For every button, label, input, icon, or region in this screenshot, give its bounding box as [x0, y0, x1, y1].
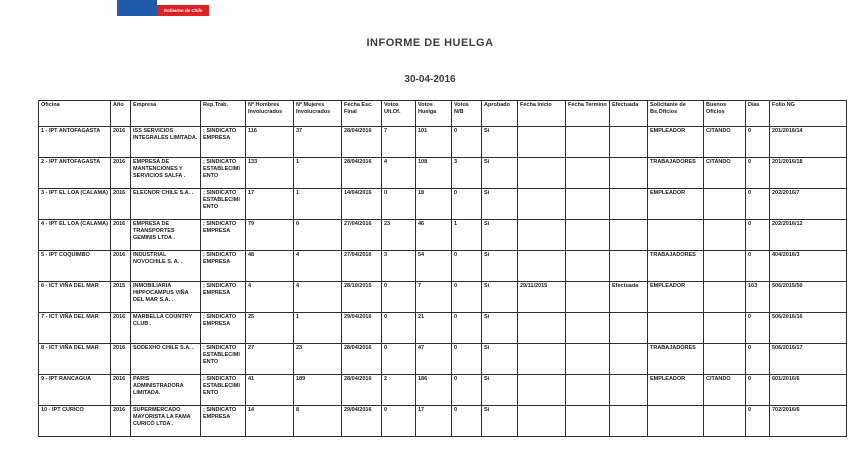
- table-cell: 2: [382, 375, 416, 406]
- table-cell: 4 - IPT EL LOA (CALAMA): [39, 220, 111, 251]
- table-cell: 0: [382, 282, 416, 313]
- table-cell: Si: [482, 313, 518, 344]
- table-cell: 2016: [111, 158, 131, 189]
- table-cell: 3: [452, 158, 482, 189]
- table-cell: 506/2016/17: [770, 344, 847, 375]
- table-cell: 4: [382, 158, 416, 189]
- table-cell: Si: [482, 189, 518, 220]
- table-row: [39, 406, 847, 437]
- table-cell: EMPLEADOR: [648, 282, 704, 313]
- table-cell: 702/2016/6: [770, 406, 847, 437]
- table-cell: 0: [382, 189, 416, 220]
- table-cell: [648, 406, 704, 437]
- table-cell: 29/04/2016: [342, 406, 382, 437]
- table-cell: 2016: [111, 406, 131, 437]
- table-cell: 0: [746, 375, 770, 406]
- table-cell: 601/2016/6: [770, 375, 847, 406]
- table-row: [39, 313, 847, 344]
- table-cell: 2016: [111, 220, 131, 251]
- table-cell: [610, 158, 648, 189]
- table-cell: INDUSTRIAL NOVOCHILE S. A. .: [131, 251, 201, 282]
- table-cell: 163: [746, 282, 770, 313]
- table-cell: MARBELLA COUNTRY CLUB .: [131, 313, 201, 344]
- table-cell: EMPRESA DE MANTENCIONES Y SERVICIOS SALFA .: [131, 158, 201, 189]
- table-cell: Si: [482, 220, 518, 251]
- table-cell: 28/04/2016: [342, 127, 382, 158]
- table-cell: [566, 251, 610, 282]
- table-cell: 101: [416, 127, 452, 158]
- table-cell: [610, 313, 648, 344]
- column-header: Fecha Esc. Final: [342, 101, 382, 127]
- table-cell: 7: [416, 282, 452, 313]
- table-cell: ; SINDICATO ESTABLECIMIENTO: [201, 189, 246, 220]
- table-cell: ; SINDICATO EMPRESA: [201, 220, 246, 251]
- table-cell: Si: [482, 375, 518, 406]
- table-cell: 37: [294, 127, 342, 158]
- table-cell: [566, 375, 610, 406]
- table-row: [39, 344, 847, 375]
- column-header: Empresa: [131, 101, 201, 127]
- table-cell: ; SINDICATO EMPRESA: [201, 127, 246, 158]
- table-cell: Si: [482, 158, 518, 189]
- table-cell: [704, 313, 746, 344]
- table-cell: 28/04/2016: [342, 344, 382, 375]
- table-cell: 2 - IPT ANTOFAGASTA: [39, 158, 111, 189]
- table-cell: 116: [246, 127, 294, 158]
- table-cell: 79: [246, 220, 294, 251]
- table-cell: [704, 282, 746, 313]
- table-cell: 189: [294, 375, 342, 406]
- table-cell: 2016: [111, 251, 131, 282]
- table-cell: 1: [294, 158, 342, 189]
- table-cell: ; SINDICATO EMPRESA: [201, 313, 246, 344]
- logo-text: Gobierno de Chile: [163, 8, 203, 13]
- table-cell: 0: [452, 344, 482, 375]
- table-cell: 2016: [111, 375, 131, 406]
- table-cell: [518, 158, 566, 189]
- table-cell: 1 - IPT ANTOFAGASTA: [39, 127, 111, 158]
- header-row: [39, 101, 847, 127]
- table-cell: [518, 406, 566, 437]
- table-cell: 27: [246, 344, 294, 375]
- table-cell: [566, 406, 610, 437]
- table-cell: 29/11/2015: [518, 282, 566, 313]
- table-row: [39, 251, 847, 282]
- table-cell: 108: [416, 158, 452, 189]
- table-cell: 3: [382, 251, 416, 282]
- table-cell: EMPRESA DE TRANSPORTES GEMINIS LTDA .: [131, 220, 201, 251]
- table-cell: [518, 220, 566, 251]
- table-cell: 17: [416, 406, 452, 437]
- table-cell: 0: [294, 220, 342, 251]
- table-cell: 0: [452, 127, 482, 158]
- table-cell: 0: [382, 313, 416, 344]
- table-cell: Si: [482, 406, 518, 437]
- table-cell: 47: [416, 344, 452, 375]
- table-cell: [566, 344, 610, 375]
- column-header: Nº Mujeres Involucrados: [294, 101, 342, 127]
- table-cell: CITANDO: [704, 158, 746, 189]
- table-body: [39, 127, 847, 437]
- column-header: Votos Ult.Of.: [382, 101, 416, 127]
- column-header: Aprobado: [482, 101, 518, 127]
- table-cell: 202/2016/12: [770, 220, 847, 251]
- table-cell: [648, 313, 704, 344]
- table-cell: 506/2015/50: [770, 282, 847, 313]
- table-cell: 6 - ICT VIÑA DEL MAR: [39, 282, 111, 313]
- table-cell: 2016: [111, 313, 131, 344]
- table-cell: [518, 375, 566, 406]
- table-cell: 133: [246, 158, 294, 189]
- table-cell: [566, 189, 610, 220]
- table-cell: 201/2016/14: [770, 127, 847, 158]
- table-cell: 0: [452, 282, 482, 313]
- table-cell: 7 - ICT VIÑA DEL MAR: [39, 313, 111, 344]
- page-title: INFORME DE HUELGA: [366, 37, 494, 49]
- table-cell: 1: [294, 189, 342, 220]
- table-cell: ; SINDICATO EMPRESA: [201, 406, 246, 437]
- table-cell: 4: [294, 251, 342, 282]
- strike-report-table: [38, 100, 847, 437]
- table-cell: 4: [246, 282, 294, 313]
- table-cell: [518, 344, 566, 375]
- table-row: [39, 375, 847, 406]
- table-cell: [704, 189, 746, 220]
- table-row: [39, 220, 847, 251]
- table-cell: ; SINDICATO ESTABLECIMIENTO: [201, 375, 246, 406]
- column-header: Rep.Trab.: [201, 101, 246, 127]
- table-cell: Si: [482, 344, 518, 375]
- column-header: Votos N/B: [452, 101, 482, 127]
- table-cell: ; SINDICATO ESTABLECIMIENTO: [201, 344, 246, 375]
- table-cell: 1: [294, 313, 342, 344]
- table-row: [39, 282, 847, 313]
- table-cell: 21: [416, 313, 452, 344]
- table-cell: 28/10/2015: [342, 282, 382, 313]
- table-cell: 202/2016/7: [770, 189, 847, 220]
- table-cell: 48: [246, 251, 294, 282]
- table-cell: 0: [746, 344, 770, 375]
- table-cell: [610, 375, 648, 406]
- table-cell: 0: [746, 158, 770, 189]
- column-header: Fecha Termino: [566, 101, 610, 127]
- table-cell: 10 - IPT CURICO: [39, 406, 111, 437]
- table-cell: [610, 406, 648, 437]
- table-cell: TRABAJADORES: [648, 344, 704, 375]
- table-cell: Si: [482, 282, 518, 313]
- table-cell: PARIS ADMINISTRADORA LIMITADA.: [131, 375, 201, 406]
- table-cell: [704, 251, 746, 282]
- table-cell: [704, 344, 746, 375]
- table-cell: [566, 127, 610, 158]
- table-cell: 0: [452, 375, 482, 406]
- table-cell: 0: [452, 189, 482, 220]
- table-cell: EMPLEADOR: [648, 127, 704, 158]
- table-cell: 0: [746, 251, 770, 282]
- table-cell: Si: [482, 127, 518, 158]
- table-cell: EMPLEADOR: [648, 189, 704, 220]
- table-cell: [566, 282, 610, 313]
- table-cell: ; SINDICATO EMPRESA: [201, 251, 246, 282]
- table-cell: CITANDO: [704, 127, 746, 158]
- table-cell: 201/2016/18: [770, 158, 847, 189]
- table-cell: [610, 220, 648, 251]
- table-cell: ELECNOR CHILE S.A. .: [131, 189, 201, 220]
- column-header: Días: [746, 101, 770, 127]
- table-cell: [518, 127, 566, 158]
- table-cell: [518, 189, 566, 220]
- table-cell: TRABAJADORES: [648, 158, 704, 189]
- table-cell: 0: [746, 313, 770, 344]
- table-cell: 28/04/2016: [342, 375, 382, 406]
- table-cell: 46: [416, 220, 452, 251]
- column-header: Votos Huelga: [416, 101, 452, 127]
- table-cell: EMPLEADOR: [648, 375, 704, 406]
- table-cell: [704, 406, 746, 437]
- table-cell: [566, 220, 610, 251]
- table-cell: SUPERMERCADO MAYORISTA LA FAMA CURICÓ LTDA .: [131, 406, 201, 437]
- table-cell: [518, 251, 566, 282]
- table-cell: [610, 344, 648, 375]
- table-cell: 2016: [111, 344, 131, 375]
- table-cell: 186: [416, 375, 452, 406]
- table-cell: [518, 313, 566, 344]
- table-cell: ; SINDICATO EMPRESA: [201, 282, 246, 313]
- table-cell: CITANDO: [704, 375, 746, 406]
- table-cell: 23: [382, 220, 416, 251]
- table-cell: 0: [746, 189, 770, 220]
- column-header: Efectuada: [610, 101, 648, 127]
- table-cell: 23: [294, 344, 342, 375]
- table-cell: [704, 220, 746, 251]
- table-cell: 5 - IPT COQUIMBO: [39, 251, 111, 282]
- report-date: 30-04-2016: [404, 74, 456, 85]
- table-cell: 3 - IPT EL LOA (CALAMA): [39, 189, 111, 220]
- table-row: [39, 127, 847, 158]
- column-header: Nº Hombres Involucrados: [246, 101, 294, 127]
- table-cell: 7: [382, 127, 416, 158]
- table-cell: Si: [482, 251, 518, 282]
- table-cell: 8: [294, 406, 342, 437]
- table-cell: 28/04/2016: [342, 158, 382, 189]
- table-cell: 17: [246, 189, 294, 220]
- table-cell: [610, 189, 648, 220]
- column-header: Folio NG: [770, 101, 847, 127]
- table-cell: 4: [294, 282, 342, 313]
- table-cell: 27/04/2016: [342, 251, 382, 282]
- table-cell: [566, 158, 610, 189]
- table-cell: 41: [246, 375, 294, 406]
- table-cell: 506/2016/16: [770, 313, 847, 344]
- table-cell: 0: [746, 220, 770, 251]
- table-cell: 0: [746, 127, 770, 158]
- table-cell: 0: [452, 406, 482, 437]
- table-cell: INMOBILIARIA HIPPOCAMPUS VIÑA DEL MAR S.A. .: [131, 282, 201, 313]
- column-header: Año: [111, 101, 131, 127]
- table-cell: 29/04/2016: [342, 313, 382, 344]
- table-cell: [610, 127, 648, 158]
- table-row: [39, 158, 847, 189]
- table-cell: 0: [382, 344, 416, 375]
- column-header: Oficina: [39, 101, 111, 127]
- table-cell: 2016: [111, 189, 131, 220]
- table-cell: 9 - IPT RANCAGUA: [39, 375, 111, 406]
- table-cell: ; SINDICATO ESTABLECIMIENTO: [201, 158, 246, 189]
- table-cell: 1: [452, 220, 482, 251]
- table-cell: SODEXHO CHILE S.A. .: [131, 344, 201, 375]
- table-cell: 14: [246, 406, 294, 437]
- table-cell: 0: [452, 251, 482, 282]
- column-header: Fecha Inicio: [518, 101, 566, 127]
- column-header: Buenos Oficios: [704, 101, 746, 127]
- logo-red-block: [157, 5, 209, 16]
- table-cell: ISS SERVICIOS INTEGRALES LIMITADA.: [131, 127, 201, 158]
- table-cell: 27/04/2016: [342, 220, 382, 251]
- column-header: Solicitante de Bs.Oficios: [648, 101, 704, 127]
- table-cell: 0: [382, 406, 416, 437]
- table-cell: [610, 251, 648, 282]
- table-cell: 14/04/2016: [342, 189, 382, 220]
- table-cell: 2015: [111, 282, 131, 313]
- table-cell: 25: [246, 313, 294, 344]
- table-cell: Efectuada: [610, 282, 648, 313]
- table-cell: [566, 313, 610, 344]
- table-cell: [648, 220, 704, 251]
- table-cell: 0: [452, 313, 482, 344]
- table-cell: 8 - ICT VIÑA DEL MAR: [39, 344, 111, 375]
- table-row: [39, 189, 847, 220]
- table-cell: 18: [416, 189, 452, 220]
- table-cell: 2016: [111, 127, 131, 158]
- table-cell: 404/2016/3: [770, 251, 847, 282]
- logo-blue-block: [117, 0, 157, 16]
- table-cell: 54: [416, 251, 452, 282]
- table-cell: 0: [746, 406, 770, 437]
- table-cell: TRABAJADORES: [648, 251, 704, 282]
